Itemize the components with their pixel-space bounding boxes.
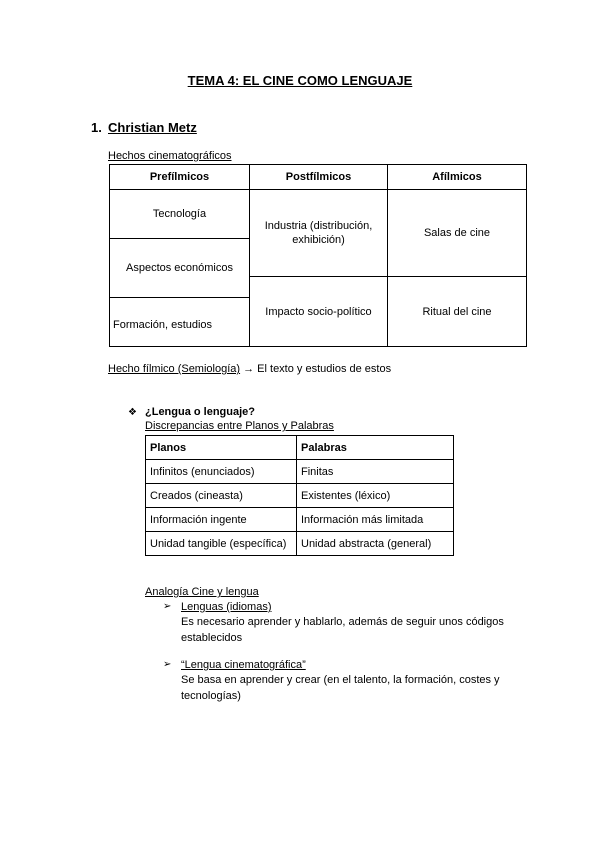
table-row — [146, 460, 454, 484]
header-postfilmicos: Postfílmicos — [285, 171, 352, 183]
table-cell: Infinitos (enunciados) — [146, 460, 297, 484]
table-row — [146, 532, 454, 556]
hecho-filmico-line — [108, 363, 391, 375]
lengua-heading — [128, 406, 255, 418]
cell-aspectos-economicos: Aspectos económicos — [126, 262, 233, 274]
cell-industria: Industria (distribución, exhibición) — [264, 220, 373, 246]
table-row — [146, 484, 454, 508]
cell-tecnologia: Tecnología — [152, 208, 207, 220]
table-cell: Unidad tangible (específica) — [146, 532, 297, 556]
lengua-cinematografica-title: “Lengua cinematográfica” — [181, 659, 306, 671]
lenguas-idiomas-text: Es necesario aprender y hablarlo, además de seguir unos códigos establecidos — [181, 616, 504, 644]
table-cell: Finitas — [297, 460, 454, 484]
discrepancias-caption: Discrepancias entre Planos y Palabras — [145, 420, 334, 432]
arrow-bullet-icon: ➢ — [163, 659, 172, 670]
table-cell: Existentes (léxico) — [297, 484, 454, 508]
header-afilmicos: Afílmicos — [432, 171, 482, 183]
hecho-filmico-label: Hecho fílmico (Semiología) — [108, 363, 241, 375]
table-cell: Información ingente — [146, 508, 297, 532]
lenguas-idiomas-title: Lenguas (idiomas) — [181, 601, 272, 613]
section-heading-text: Christian Metz — [108, 120, 197, 135]
lengua-cinematografica-text: Se basa en aprender y crear (en el talento, la formación, costes y tecnologías) — [181, 674, 500, 702]
analogia-label: Analogía Cine y lengua — [145, 586, 259, 598]
hecho-filmico-text: → El texto y estudios de estos — [240, 363, 392, 375]
cell-salas-de-cine: Salas de cine — [423, 227, 491, 239]
table-header-row — [146, 436, 454, 460]
cell-ritual-del-cine: Ritual del cine — [422, 305, 492, 318]
cell-impacto-socio-politico: Impacto socio-político — [265, 305, 372, 318]
planos-palabras-table — [145, 435, 454, 556]
cell-formacion-estudios: Formación, estudios — [113, 319, 213, 331]
page-title: TEMA 4: EL CINE COMO LENGUAJE — [187, 73, 413, 88]
table-cell: Unidad abstracta (general) — [297, 532, 454, 556]
header-palabras: Palabras — [297, 436, 454, 460]
diamond-bullet-icon: ❖ — [128, 407, 137, 418]
hechos-table — [109, 164, 527, 347]
arrow-bullet-icon: ➢ — [163, 601, 172, 612]
section-number: 1. — [91, 120, 102, 135]
table-cell: Información más limitada — [297, 508, 454, 532]
lengua-heading-text: ¿Lengua o lenguaje? — [145, 406, 256, 418]
header-planos: Planos — [146, 436, 297, 460]
header-prefilmicos: Prefílmicos — [149, 171, 210, 183]
section-heading-christian-metz — [91, 120, 197, 135]
hechos-cinematograficos-label: Hechos cinematográficos — [108, 150, 232, 162]
table-row — [146, 508, 454, 532]
table-cell: Creados (cineasta) — [146, 484, 297, 508]
